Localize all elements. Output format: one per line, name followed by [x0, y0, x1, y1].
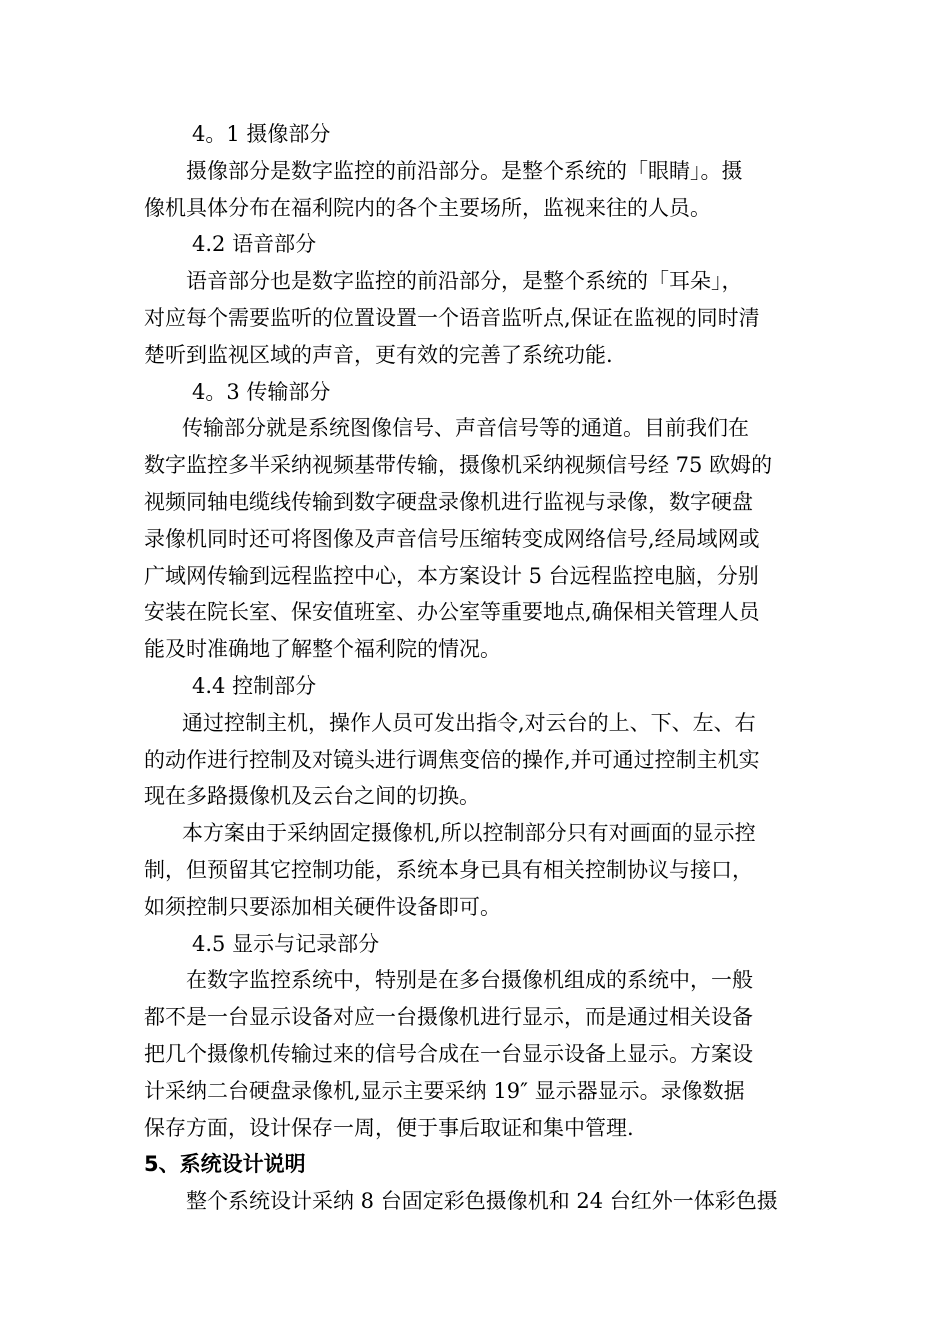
paragraph-line: 视频同轴电缆线传输到数字硬盘录像机进行监视与录像，数字硬盘 — [144, 489, 753, 514]
document-body — [144, 116, 816, 1220]
paragraph-line: 都不是一台显示设备对应一台摄像机进行显示，而是通过相关设备 — [144, 1005, 753, 1030]
subsection-heading-4-1: 4。1 摄像部分 — [192, 122, 331, 146]
paragraph-line: 保存方面，设计保存一周，便于事后取证和集中管理. — [144, 1115, 634, 1140]
paragraph-line: 数字监控多半采纳视频基带传输，摄像机采纳视频信号经 75 欧姆的 — [144, 453, 773, 478]
subsection-heading-4-2: 4.2 语音部分 — [192, 232, 317, 257]
paragraph-line: 广域网传输到远程监控中心，本方案设计 5 台远程监控电脑，分别 — [144, 563, 759, 588]
paragraph-line: 如须控制只要添加相关硬件设备即可。 — [144, 894, 501, 919]
paragraph-line: 语音部分也是数字监控的前沿部分，是整个系统的「耳朵」， — [186, 269, 743, 294]
paragraph-line: 在数字监控系统中，特别是在多台摄像机组成的系统中，一般 — [186, 968, 753, 993]
paragraph-line: 计采纳二台硬盘录像机,显示主要采纳 19″ 显示器显示。录像数据 — [144, 1078, 745, 1103]
subsection-heading-4-4: 4.4 控制部分 — [192, 673, 317, 698]
paragraph-line: 安装在院长室、保安值班室、办公室等重要地点,确保相关管理人员 — [144, 600, 760, 625]
subsection-heading-4-5: 4.5 显示与记录部分 — [192, 931, 380, 956]
paragraph-line: 通过控制主机，操作人员可发出指令,对云台的上、下、左、右 — [182, 710, 756, 735]
paragraph-line: 制，但预留其它控制功能，系统本身已具有相关控制协议与接口， — [144, 857, 753, 882]
paragraph-line: 的动作进行控制及对镜头进行调焦变倍的操作,并可通过控制主机实 — [144, 747, 760, 772]
paragraph-line: 现在多路摄像机及云台之间的切换。 — [144, 784, 480, 809]
paragraph-line: 对应每个需要监听的位置设置一个语音监听点,保证在监视的同时清 — [144, 305, 760, 330]
paragraph-line: 像机具体分布在福利院内的各个主要场所，监视来往的人员。 — [144, 195, 711, 220]
paragraph-line: 能及时准确地了解整个福利院的情况。 — [144, 637, 501, 662]
subsection-heading-4-3: 4。3 传输部分 — [192, 379, 331, 404]
section-heading-5: 5、系统设计说明 — [144, 1152, 306, 1177]
paragraph-line: 传输部分就是系统图像信号、声音信号等的通道。目前我们在 — [182, 416, 749, 441]
paragraph-line: 楚听到监视区域的声音，更有效的完善了系统功能. — [144, 342, 613, 367]
paragraph-line: 本方案由于采纳固定摄像机,所以控制部分只有对画面的显示控 — [182, 821, 756, 846]
paragraph-line: 整个系统设计采纳 8 台固定彩色摄像机和 24 台红外一体彩色摄 — [186, 1189, 778, 1214]
paragraph-line: 把几个摄像机传输过来的信号合成在一台显示设备上显示。方案设 — [144, 1041, 753, 1066]
paragraph-line: 录像机同时还可将图像及声音信号压缩转变成网络信号,经局域网或 — [144, 526, 760, 551]
paragraph-line: 摄像部分是数字监控的前沿部分。是整个系统的「眼睛」。摄 — [186, 158, 743, 183]
